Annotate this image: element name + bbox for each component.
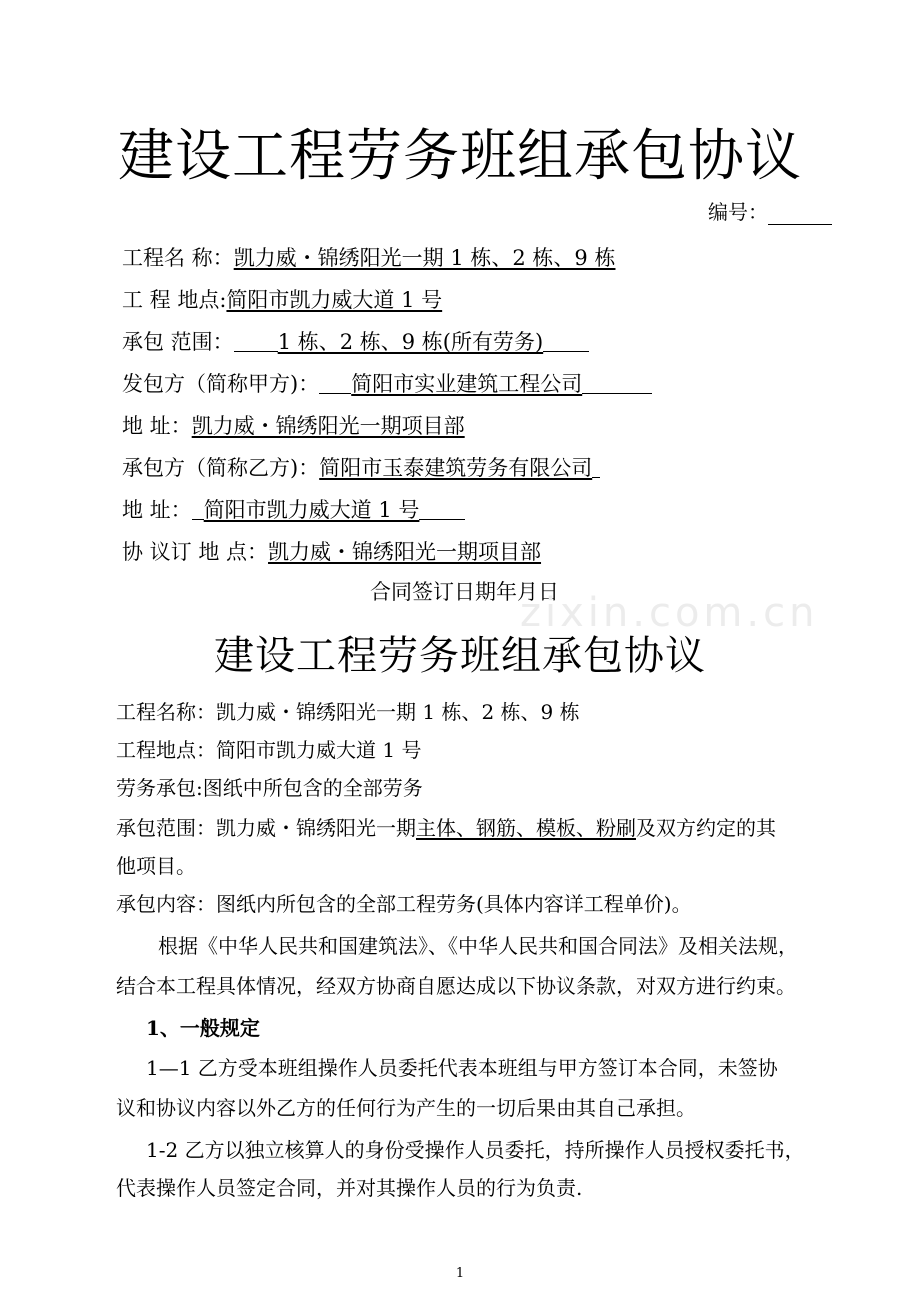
- field-label: 承包 范围：: [122, 330, 234, 354]
- field-value: 凯力威・锦绣阳光一期 1 栋、2 栋、9 栋: [233, 246, 616, 270]
- project-name-line: 工程名称：凯力威・锦绣阳光一期 1 栋、2 栋、9 栋: [116, 700, 580, 724]
- serial-label: 编号：: [708, 200, 768, 224]
- field-label: 地 址：: [122, 414, 192, 438]
- section-1-heading: 1、一般规定: [146, 1016, 260, 1040]
- scope-prefix: 承包范围：凯力威・锦绣阳光一期: [116, 816, 416, 840]
- serial-number: [708, 196, 832, 225]
- basis-line-2: 结合本工程具体情况，经双方协商自愿达成以下协议条款，对双方进行约束。: [116, 974, 796, 998]
- cover-title: 建设工程劳务班组承包协议: [118, 124, 802, 189]
- cover-field-party-b: [122, 452, 600, 482]
- field-value: 凯力威・锦绣阳光一期项目部: [191, 414, 465, 438]
- field-value: 简阳市实业建筑工程公司: [351, 372, 583, 396]
- watermark: zixin.com.cn: [520, 590, 819, 636]
- cover-field-address-b: [122, 494, 465, 524]
- serial-blank: [768, 206, 832, 225]
- cover-field-scope: [122, 326, 589, 356]
- basis-line-1: 根据《中华人民共和国建筑法》、《中华人民共和国合同法》及相关法规，: [158, 934, 798, 958]
- scope-suffix: 及双方约定的其: [636, 816, 776, 840]
- clause-1-1-line-1: 1—1 乙方受本班组操作人员委托代表本班组与甲方签订本合同，未签协: [146, 1056, 778, 1080]
- cover-field-party-a: [122, 368, 652, 398]
- scope-line-2: 他项目。: [116, 854, 196, 878]
- cover-field-address-a: [122, 410, 465, 440]
- field-label: 工程名 称：: [122, 246, 234, 270]
- field-label: 工 程 地点:: [122, 288, 227, 312]
- agreement-title: 建设工程劳务班组承包协议: [214, 633, 706, 679]
- field-label: 发包方（简称甲方)：: [122, 372, 320, 396]
- field-value: 简阳市玉泰建筑劳务有限公司: [319, 456, 593, 480]
- field-value: 简阳市凯力威大道 1 号: [226, 288, 443, 312]
- page-number: 1: [455, 1266, 465, 1281]
- field-value: 凯力威・锦绣阳光一期项目部: [268, 540, 542, 564]
- field-label: 地 址：: [122, 498, 192, 522]
- scope-line: [116, 812, 836, 841]
- clause-1-1-line-2: 议和协议内容以外乙方的任何行为产生的一切后果由其自己承担。: [116, 1096, 696, 1120]
- content-line: 承包内容：图纸内所包含的全部工程劳务(具体内容详工程单价)。: [116, 892, 692, 916]
- cover-field-signing-place: [122, 536, 541, 566]
- clause-1-2-line-1: 1-2 乙方以独立核算人的身份受操作人员委托，持所操作人员授权委托书，: [146, 1138, 805, 1162]
- field-label: 协 议订 地 点：: [122, 540, 269, 564]
- project-location-line: 工程地点：简阳市凯力威大道 1 号: [116, 738, 422, 762]
- scope-underlined: 主体、钢筋、模板、粉刷: [416, 816, 636, 840]
- labor-line: 劳务承包:图纸中所包含的全部劳务: [116, 776, 423, 800]
- cover-field-project-name: [122, 242, 615, 272]
- field-value: 1 栋、2 栋、9 栋(所有劳务): [277, 330, 544, 354]
- clause-1-2-line-2: 代表操作人员签定合同，并对其操作人员的行为负责.: [116, 1176, 583, 1200]
- cover-field-location: [122, 284, 442, 314]
- contract-date-line: 合同签订日期年月日: [370, 580, 559, 604]
- field-label: 承包方（简称乙方)：: [122, 456, 320, 480]
- field-value: 简阳市凯力威大道 1 号: [203, 498, 420, 522]
